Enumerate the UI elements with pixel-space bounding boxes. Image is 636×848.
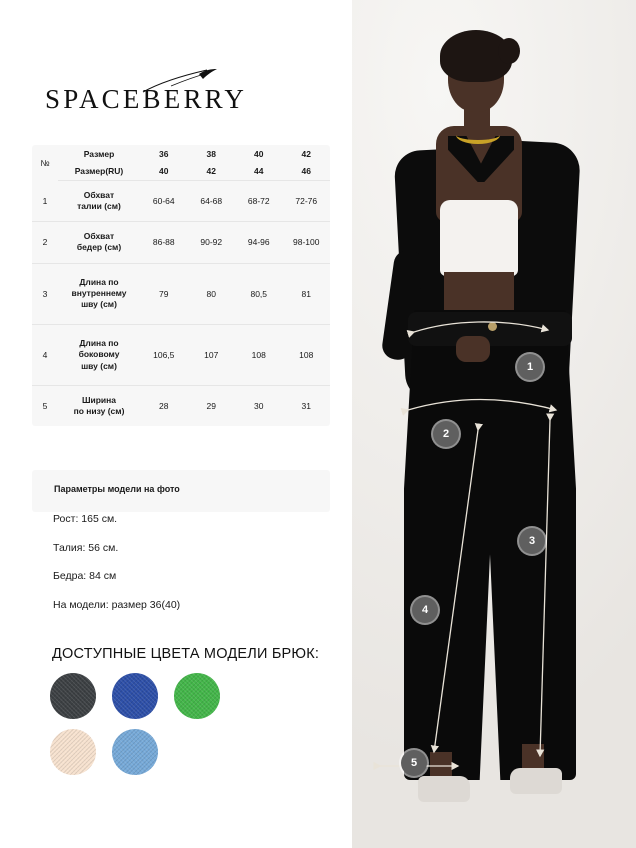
- size-ru-40: 40: [140, 162, 188, 180]
- row-label-line1: Длина по: [79, 337, 119, 348]
- cell-value: 94-96: [235, 222, 283, 263]
- measure-badge-2: 2: [433, 421, 459, 447]
- cell-value: 64-68: [188, 180, 236, 221]
- size-eu-36: 36: [159, 148, 169, 159]
- measure-badge-3: 3: [519, 528, 545, 554]
- model-params-card: [32, 470, 330, 512]
- cell-value: 31: [301, 400, 311, 411]
- color-swatch-cream[interactable]: [50, 729, 96, 775]
- cell-value: 108: [235, 324, 283, 385]
- table-row: [32, 180, 330, 221]
- row-label: [58, 222, 140, 263]
- row-label-line3: шву (см): [81, 360, 117, 371]
- waist-measure-line: [414, 322, 548, 332]
- size-table-card: [32, 145, 330, 426]
- size-table: [32, 145, 330, 426]
- table-row: [32, 263, 330, 324]
- cell-value: 98-100: [283, 222, 331, 263]
- model-photo: [352, 0, 636, 848]
- model-params-title: Параметры модели на фото: [54, 484, 180, 494]
- cell-value: 80: [188, 263, 236, 324]
- cell-value: 79: [140, 263, 188, 324]
- color-swatch-green[interactable]: [174, 673, 220, 719]
- inseam-measure-line: [434, 430, 478, 752]
- row-label: [58, 180, 140, 221]
- cell-value: 90-92: [188, 222, 236, 263]
- row-label: [58, 324, 140, 385]
- brand-name: SPACEBERRY: [45, 84, 248, 114]
- table-header-row-ru: [32, 162, 330, 180]
- row-label-line1: Ширина: [81, 394, 117, 405]
- table-header-num: №: [40, 157, 50, 168]
- table-row: [32, 324, 330, 385]
- color-swatch-row: [50, 729, 310, 775]
- cell-value: 108: [283, 324, 331, 385]
- size-eu-38: 38: [206, 148, 216, 159]
- fabric-texture-icon: [50, 673, 96, 719]
- measurement-overlay: [352, 0, 636, 848]
- cell-value: 80,5: [235, 263, 283, 324]
- row-label-line1: Обхват: [83, 230, 115, 241]
- size-ru-46: 46: [283, 162, 331, 180]
- row-num: 3: [32, 263, 58, 324]
- cell-value: 81: [283, 263, 331, 324]
- size-eu-40: 40: [254, 148, 264, 159]
- size-ru-44: 44: [235, 162, 283, 180]
- cell-value: 106,5: [140, 324, 188, 385]
- hips-measure-line: [408, 400, 556, 411]
- measure-badge-4: 4: [412, 597, 438, 623]
- fabric-texture-icon: [50, 729, 96, 775]
- cell-value: 72-76: [283, 180, 331, 221]
- model-param-height: Рост: 165 см.: [53, 513, 118, 525]
- fabric-texture-icon: [174, 673, 220, 719]
- measure-badge-1: 1: [517, 354, 543, 380]
- row-label: [58, 385, 140, 426]
- model-params-list: [53, 513, 333, 627]
- color-swatch-royal-blue[interactable]: [112, 673, 158, 719]
- cell-value: 60-64: [140, 180, 188, 221]
- outseam-measure-line: [540, 420, 550, 756]
- row-label-line2: талии (см): [77, 201, 121, 212]
- table-header-size-label: Размер: [83, 148, 115, 159]
- table-row: [32, 222, 330, 263]
- color-swatch-row: [50, 673, 310, 719]
- table-header-row-eu: [32, 145, 330, 162]
- size-eu-42: 42: [301, 148, 311, 159]
- row-num: 4: [32, 324, 58, 385]
- fabric-texture-icon: [112, 673, 158, 719]
- table-header-size-ru-label: Размер(RU): [58, 162, 140, 180]
- row-label-line3: шву (см): [81, 299, 117, 310]
- fabric-texture-icon: [112, 729, 158, 775]
- cell-value: 107: [188, 324, 236, 385]
- row-label-line1: Обхват: [83, 189, 115, 200]
- model-param-worn-size: На модели: размер 36(40): [53, 598, 181, 611]
- color-swatch-grid: [50, 673, 310, 785]
- brand-logo: [45, 68, 315, 116]
- measure-badge-5: 5: [401, 750, 427, 776]
- row-num: 2: [32, 222, 58, 263]
- size-ru-42: 42: [188, 162, 236, 180]
- cell-value: 29: [206, 400, 216, 411]
- table-row: [32, 385, 330, 426]
- row-label-line2: внутреннему: [71, 287, 127, 298]
- row-label-line1: Длина по: [79, 276, 119, 287]
- cell-value: 28: [159, 400, 169, 411]
- row-num: 1: [32, 180, 58, 221]
- cell-value: 68-72: [235, 180, 283, 221]
- row-label-line2: по низу (см): [73, 405, 125, 416]
- cell-value: 30: [254, 400, 264, 411]
- row-label-line2: боковому: [78, 349, 120, 360]
- colors-heading: ДОСТУПНЫЕ ЦВЕТА МОДЕЛИ БРЮК:: [52, 646, 320, 662]
- model-param-hips: Бедра: 84 см: [53, 570, 117, 582]
- color-swatch-graphite[interactable]: [50, 673, 96, 719]
- row-label: [58, 263, 140, 324]
- model-param-waist: Талия: 56 см.: [53, 541, 119, 554]
- row-label-line2: бедер (см): [76, 242, 122, 253]
- row-num: 5: [42, 400, 48, 411]
- color-swatch-light-blue[interactable]: [112, 729, 158, 775]
- cell-value: 86-88: [140, 222, 188, 263]
